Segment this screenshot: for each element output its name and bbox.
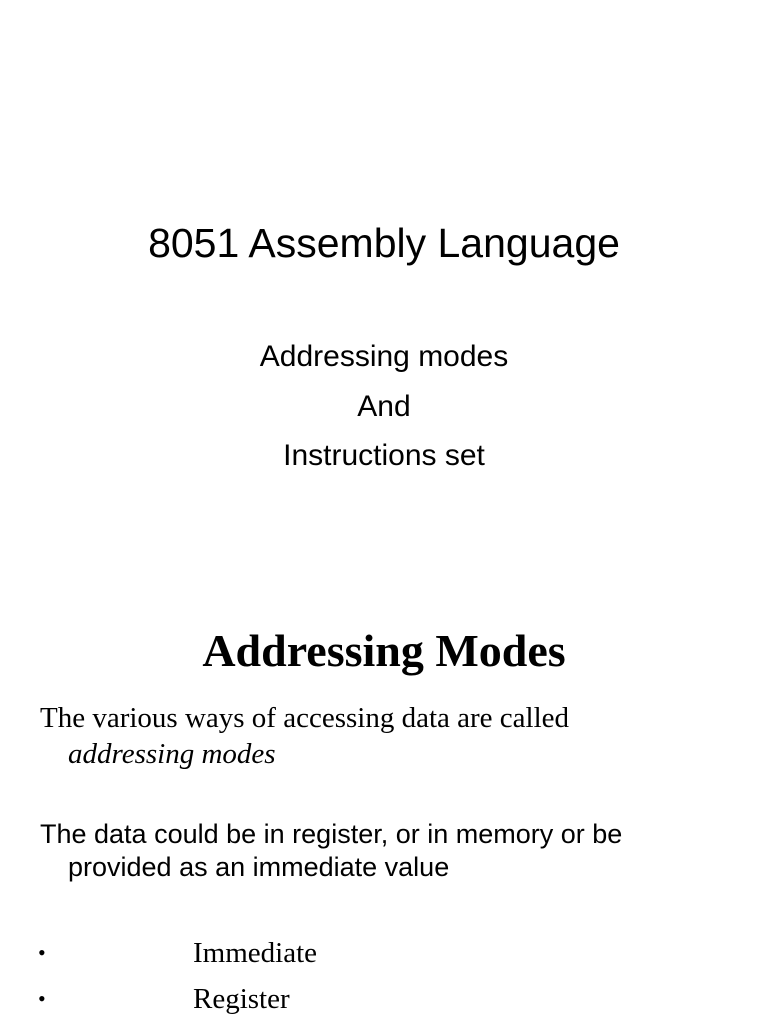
data-location-paragraph: [40, 818, 740, 884]
bullet-icon: •: [38, 940, 46, 965]
paragraph-line: The data could be in register, or in memory or be: [40, 819, 623, 849]
paragraph-line: provided as an immediate value: [68, 852, 450, 882]
subtitle-line: And: [357, 389, 411, 423]
list-item: [38, 976, 738, 1022]
subtitle-line: Addressing modes: [259, 340, 509, 373]
modes-list: [38, 930, 738, 1022]
list-item: [38, 930, 738, 976]
definition-paragraph: [40, 700, 740, 772]
slide-heading: Addressing Modes: [202, 625, 566, 676]
slide-addressing-modes: [0, 576, 768, 1024]
deck-subtitle: [0, 332, 768, 481]
definition-line: The various ways of accessing data are called: [40, 702, 570, 734]
deck-title: 8051 Assembly Language: [148, 220, 620, 266]
list-item-label: Immediate: [193, 937, 318, 969]
bullet-icon: •: [38, 986, 46, 1011]
list-item-label: Register: [193, 983, 290, 1015]
subtitle-line: Instructions set: [283, 439, 485, 472]
definition-term: addressing modes: [68, 738, 276, 770]
